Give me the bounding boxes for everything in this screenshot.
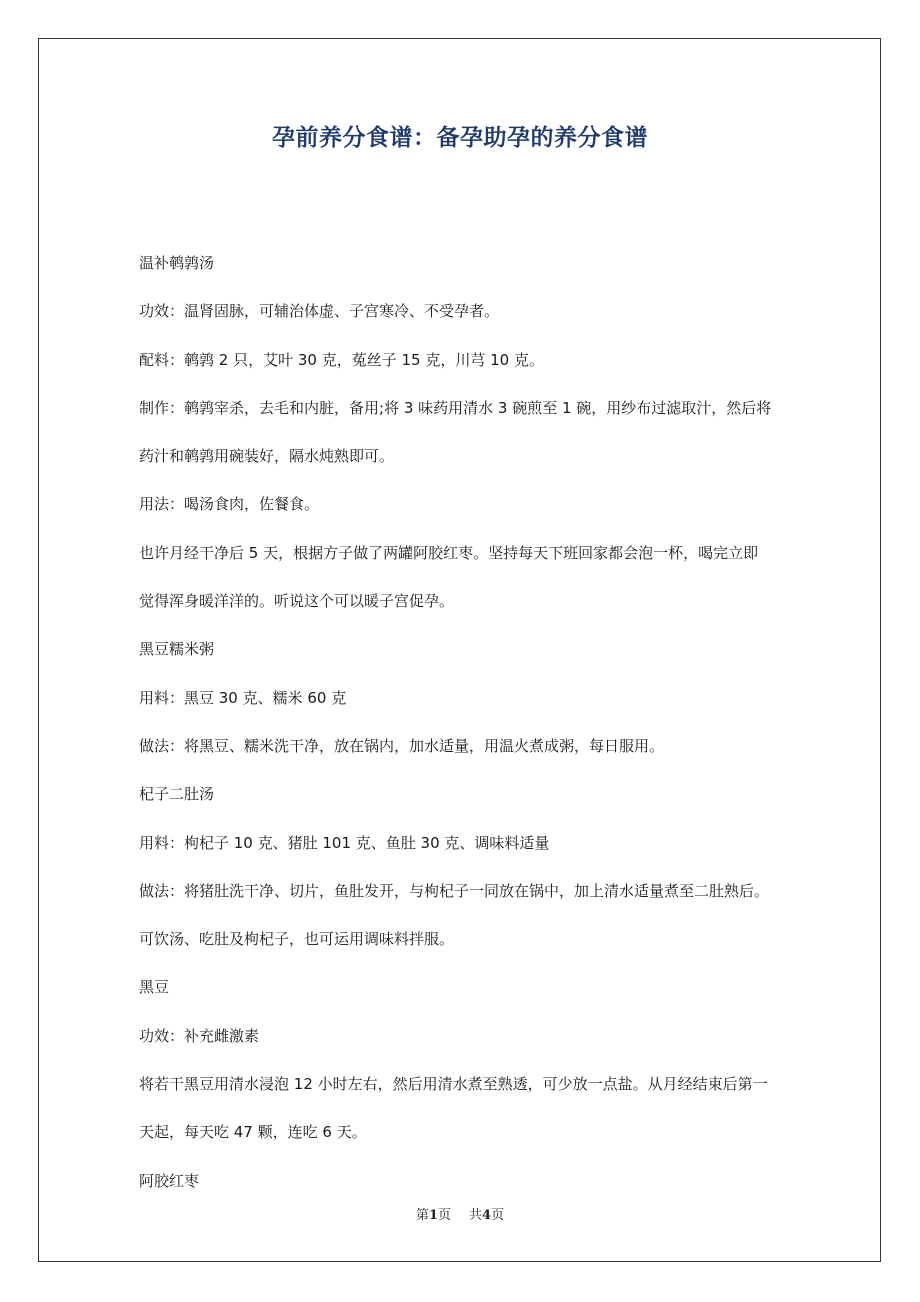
text-line: 将若干黑豆用清水浸泡 12 小时左右，然后用清水煮至熟透，可少放一点盐。从月经结束后第一 [139, 1075, 768, 1094]
section-heading-quail-soup: 温补鹌鹑汤 [139, 254, 215, 272]
text-line: 药汁和鹌鹑用碗装好，隔水炖熟即可。 [139, 447, 395, 466]
text-line: 功效：温肾固脉，可辅治体虚、子宫寒冷、不受孕者。 [139, 302, 500, 321]
page-footer [0, 1206, 920, 1226]
text-line: 用料：黑豆 30 克、糯米 60 克 [139, 688, 347, 707]
text-line: 制作：鹌鹑宰杀，去毛和内脏，备用;将 3 味药用清水 3 碗煎至 1 碗，用纱布过滤取汁，然后将 [139, 398, 772, 417]
document-body [139, 239, 799, 1205]
text-line: 用法：喝汤食肉，佐餐食。 [139, 495, 320, 514]
text-line: 觉得浑身暖洋洋的。听说这个可以暖子宫促孕。 [139, 592, 455, 611]
text-line: 用料：枸杞子 10 克、猪肚 101 克、鱼肚 30 克、调味料适量 [139, 833, 550, 852]
page-total: 共4页 [469, 1208, 505, 1223]
text-line: 天起，每天吃 47 颗，连吃 6 天。 [139, 1123, 367, 1142]
section-heading-black-bean: 黑豆 [139, 978, 170, 997]
document-title: 孕前养分食谱：备孕助孕的养分食谱 [272, 125, 648, 151]
text-line: 做法：将猪肚洗干净、切片，鱼肚发开，与枸杞子一同放在锅中，加上清水适量煮至二肚熟后。 [139, 881, 770, 900]
section-heading-black-bean-porridge: 黑豆糯米粥 [139, 640, 215, 659]
section-heading-gelatin-dates: 阿胶红枣 [139, 1171, 200, 1190]
text-line: 也许月经干净后 5 天，根据方子做了两罐阿胶红枣。坚持每天下班回家都会泡一杯，喝完立即 [139, 543, 759, 562]
text-line: 做法：将黑豆、糯米洗干净，放在锅内，加水适量，用温火煮成粥，每日服用。 [139, 736, 665, 755]
page-number: 第1页 [415, 1208, 451, 1223]
section-heading-wolfberry-tripe-soup: 杞子二肚汤 [139, 785, 215, 804]
text-line: 可饮汤、吃肚及枸杞子，也可运用调味料拌服。 [139, 930, 455, 949]
text-line: 配料：鹌鹑 2 只，艾叶 30 克，菟丝子 15 克，川芎 10 克。 [139, 350, 544, 369]
text-line: 功效：补充雌激素 [139, 1026, 260, 1045]
